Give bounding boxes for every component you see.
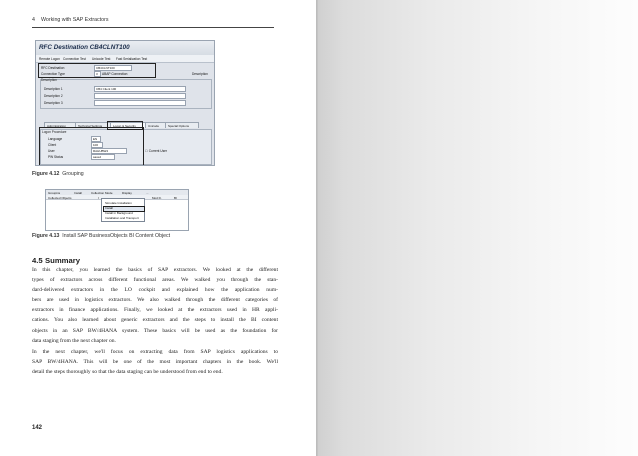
rfc-destination-screenshot bbox=[35, 40, 215, 166]
menu-item-install-in-background[interactable]: Install in Background bbox=[105, 211, 133, 215]
application-toolbar bbox=[36, 55, 214, 63]
summary-paragraph-2: In the next chapter, we'll focus on extracting data from SAP logistics applications to SAP BW/4HANA. This will be one of the most important chapters in the book. We'll detail the steps thoroughly so that the data staging can be understood from end to end. bbox=[32, 349, 278, 376]
user-field[interactable]: RAHUBW4 bbox=[91, 148, 127, 154]
tab-technical-settings[interactable]: Technical Settings bbox=[75, 122, 111, 128]
install-menu-button[interactable]: Install bbox=[74, 190, 82, 195]
fast-serialization-test-button[interactable]: Fast Serialization Test bbox=[116, 56, 148, 61]
rfc-destination-label: RFC Destination bbox=[41, 66, 65, 70]
client-label: Client bbox=[48, 143, 57, 147]
pw-status-label: PW Status bbox=[48, 155, 64, 159]
tab-special-options[interactable]: Special Options bbox=[165, 122, 199, 128]
running-header bbox=[32, 17, 274, 23]
rfc-destination-field[interactable]: CB4CLNT100 bbox=[94, 65, 132, 71]
unicode-test-button[interactable]: Unicode Test bbox=[92, 56, 111, 61]
tab-logon-security[interactable]: Logon & Security bbox=[110, 122, 146, 128]
language-label: Language bbox=[48, 137, 63, 141]
tab-unicode[interactable]: Unicode bbox=[145, 122, 166, 128]
facing-page-shadow bbox=[318, 0, 638, 456]
description2-field[interactable] bbox=[94, 93, 186, 99]
grouping-highlight-top bbox=[38, 63, 156, 78]
language-field[interactable]: EN bbox=[91, 136, 101, 142]
window-title: RFC Destination CB4CLNT100 bbox=[39, 44, 130, 51]
client-field[interactable]: 100 bbox=[91, 142, 103, 148]
description-button[interactable]: Description bbox=[192, 72, 208, 76]
connection-type-field[interactable]: 3 bbox=[94, 71, 101, 77]
description1-label: Description 1 bbox=[44, 87, 63, 91]
figure-caption-4-12: Figure 4.12 Grouping bbox=[32, 171, 84, 177]
window-title-bar bbox=[36, 41, 214, 56]
column-mod: Mod D. bbox=[152, 195, 162, 200]
description3-field[interactable] bbox=[94, 100, 186, 106]
description3-label: Description 3 bbox=[44, 101, 63, 105]
chapter-title: Working with SAP Extractors bbox=[41, 17, 109, 23]
section-heading: 4.5 Summary bbox=[32, 256, 81, 265]
summary-paragraph-1: In this chapter, you learned the basics of SAP extractors. We looked at the different types of extractors across different functional areas. We walked you through the stan- dard-delivered extractors in the LO cockpit and explained how the application num- bers are used in logistics extractors. We also walked through the different categories of extractors in finance applications. Finally, we looked at the extractors used in HR appli- cations. You also learned about generic extractors and the steps to install the BI content objects in an SAP BW/4HANA system. These basics will be used as the foundation for data staging from the next chapter on. bbox=[32, 267, 278, 344]
connection-type-label: Connection Type bbox=[41, 72, 65, 76]
figure-caption-4-13: Figure 4.13 Install SAP BusinessObjects BI Content Object bbox=[32, 233, 171, 239]
tab-administration[interactable]: Administration bbox=[44, 122, 76, 128]
menu-item-install[interactable]: Install bbox=[105, 206, 113, 210]
display-button[interactable]: Display bbox=[122, 190, 132, 195]
install-content-screenshot bbox=[45, 189, 189, 231]
collection-mode-button[interactable]: Collection Mode bbox=[91, 190, 113, 195]
current-user-checkbox[interactable]: ☐ Current User bbox=[145, 149, 167, 153]
pw-status-field: saved bbox=[91, 154, 115, 160]
user-label: User bbox=[48, 149, 55, 153]
description1-field[interactable]: CB4 Client 100 bbox=[94, 86, 186, 92]
column-bi: BI bbox=[174, 195, 177, 200]
more-toolbar-icons[interactable]: ... bbox=[146, 190, 149, 195]
column-i: I bbox=[98, 195, 99, 200]
description2-label: Description 2 bbox=[44, 94, 63, 98]
menu-item-simulate-installation[interactable]: Simulate Installation bbox=[105, 200, 132, 205]
header-rule bbox=[32, 27, 274, 28]
connection-test-button[interactable]: Connection Test bbox=[63, 56, 86, 61]
remote-logon-button[interactable]: Remote Logon bbox=[39, 56, 60, 61]
groupins-button[interactable]: Groupins bbox=[48, 190, 61, 195]
book-page bbox=[0, 0, 318, 456]
install-dropdown-menu bbox=[101, 198, 145, 222]
connection-type-value: ABAP Connection bbox=[102, 72, 128, 76]
logon-procedure-label: Logon Procedure bbox=[42, 130, 67, 134]
collected-objects-column: Collected Objects bbox=[48, 195, 72, 200]
description-group-label: Description bbox=[41, 78, 57, 82]
chapter-number: 4 bbox=[32, 17, 35, 23]
menu-item-installation-and-transport[interactable]: Installation and Transport bbox=[105, 216, 139, 220]
page-number: 142 bbox=[32, 425, 43, 431]
grouping-highlight-logon bbox=[39, 127, 144, 166]
